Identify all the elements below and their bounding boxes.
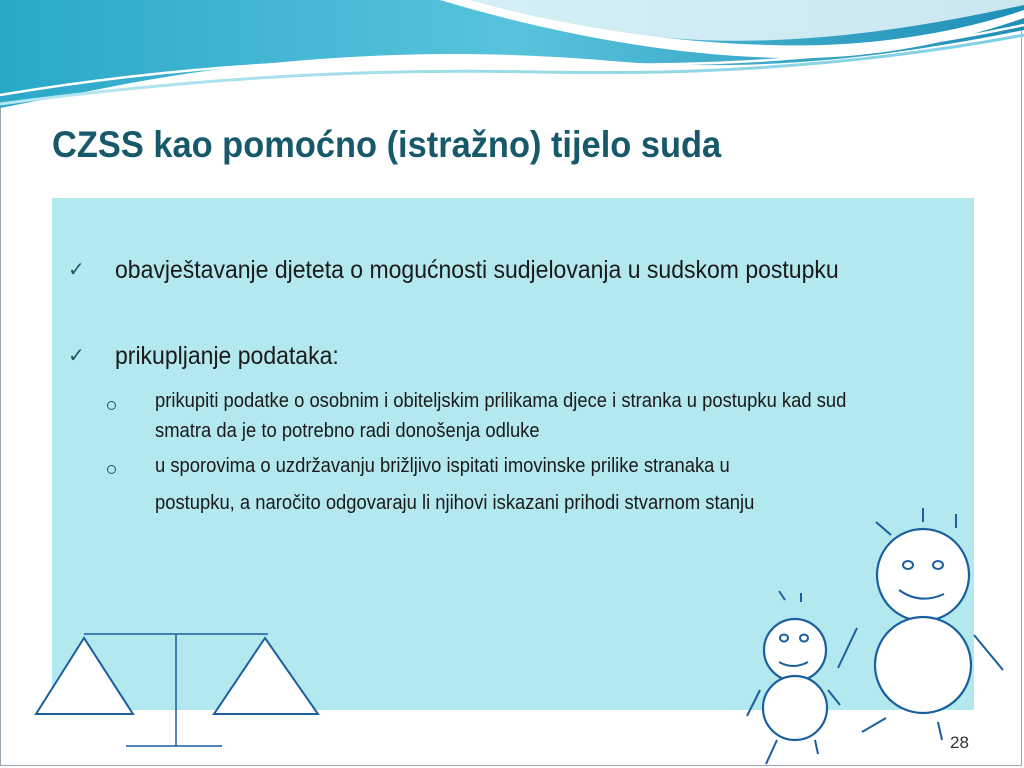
- subitem-2-line-1: u sporovima o uzdržavanju brižljivo ispitati imovinske prilike stranaka u: [155, 455, 730, 477]
- subitem-1-line-1: prikupiti podatke o osobnim i obiteljskim prilikama djece i stranka u postupku kad sud: [155, 390, 847, 412]
- bullet-text-1: obavještavanje djeteta o mogućnosti sudjelovanja u sudskom postupku: [115, 256, 839, 284]
- subitem-2-line-2: postupku, a naročito odgovaraju li njihovi iskazani prihodi stvarnom stanju: [155, 492, 755, 514]
- checkmark-icon: ✓: [68, 259, 85, 281]
- page-number: 28: [950, 733, 969, 752]
- bullet-text-2: prikupljanje podataka:: [115, 342, 339, 370]
- slide-title: CZSS kao pomoćno (istražno) tijelo suda: [52, 124, 722, 165]
- subitem-1-line-2: smatra da je to potrebno radi donošenja odluke: [155, 420, 540, 442]
- checkmark-icon: ✓: [68, 345, 85, 367]
